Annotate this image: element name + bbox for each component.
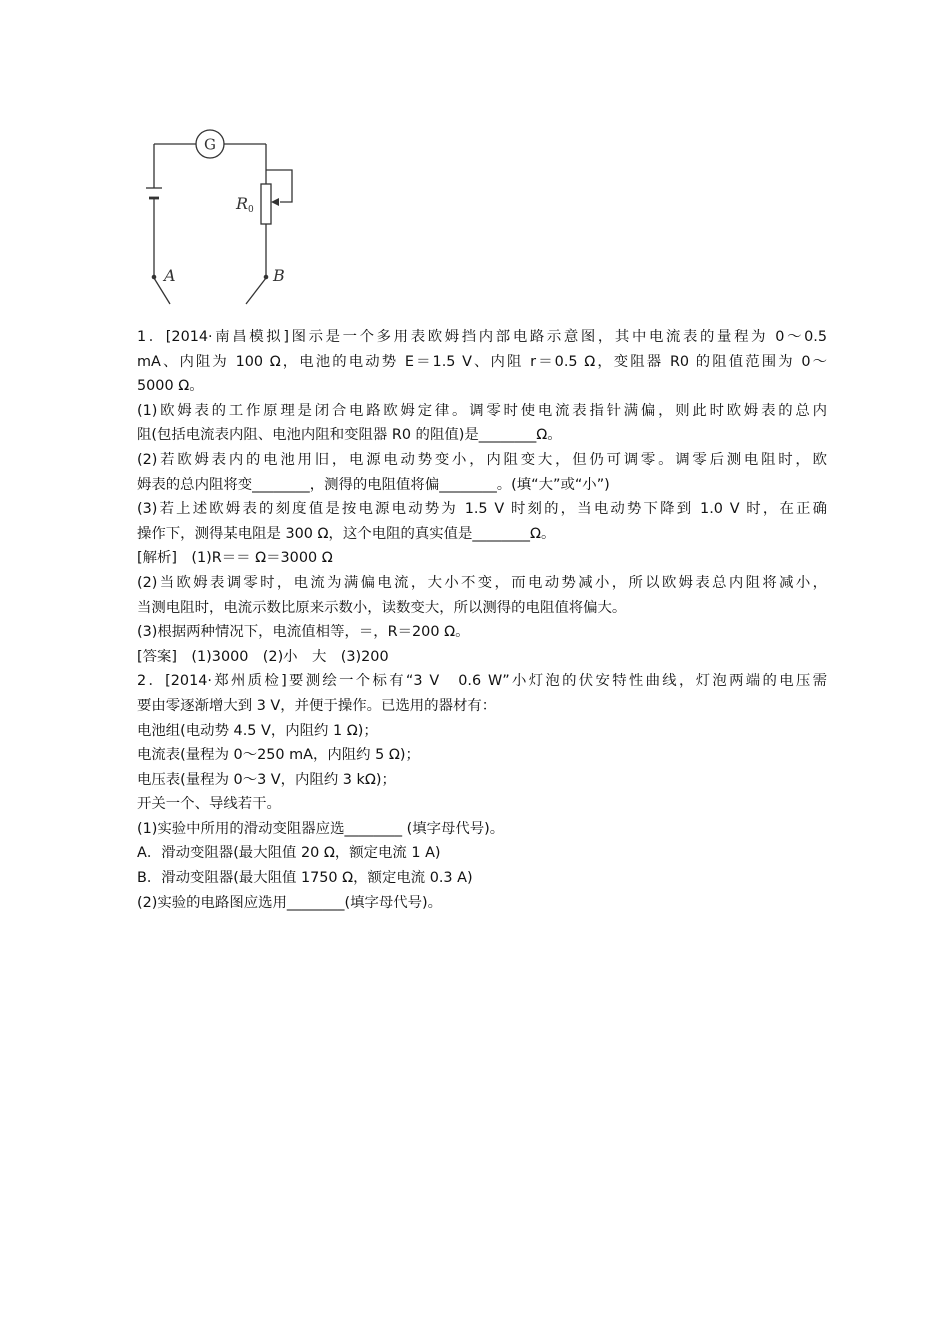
q2-text-line-2: 要由零逐渐增大到 3 V，并便于操作。已选用的器材有： <box>137 697 497 714</box>
galvanometer-label: G <box>204 135 216 154</box>
q1-analysis-2-line-2: 当测电阻时，电流示数比原来示数小，读数变大，所以测得的电阻值将偏大。 <box>137 599 627 616</box>
q2-equipment-ammeter: 电流表(量程为 0～250 mA，内阻约 5 Ω)； <box>137 747 420 764</box>
q1-analysis-1: [解析] (1)R＝＝ Ω＝3000 Ω <box>137 550 333 567</box>
resistor-r0 <box>261 184 271 224</box>
resistor-label: R0 <box>236 194 254 215</box>
q1-part3-line-2: 操作下，测得某电阻是 300 Ω，这个电阻的真实值是________Ω。 <box>137 525 556 542</box>
q2-part2: (2)实验的电路图应选用________(填字母代号)。 <box>137 894 443 911</box>
circuit-diagram <box>130 118 320 313</box>
q2-part1: (1)实验中所用的滑动变阻器应选________ (填字母代号)。 <box>137 820 505 837</box>
q2-option-b: B．滑动变阻器(最大阻值 1750 Ω，额定电流 0.3 A) <box>137 870 473 887</box>
document-body <box>137 325 827 915</box>
q2-option-a: A．滑动变阻器(最大阻值 20 Ω，额定电流 1 A) <box>137 845 441 862</box>
terminal-a-dot <box>152 275 157 280</box>
q1-part3-line-1: (3)若上述欧姆表的刻度值是按电源电动势为 1.5 V 时刻的，当电动势下降到 1.0 V 时，在正确 <box>137 501 827 518</box>
q2-equipment-voltmeter: 电压表(量程为 0～3 V，内阻约 3 kΩ)； <box>137 771 396 788</box>
terminal-b-dot <box>264 275 269 280</box>
q1-text-line-2: mA、内阻为 100 Ω，电池的电动势 E＝1.5 V、内阻 r＝0.5 Ω，变阻器 R0 的阻值范围为 0～ <box>137 353 827 370</box>
q1-part1-line-1: (1)欧姆表的工作原理是闭合电路欧姆定律。调零时使电流表指针满偏，则此时欧姆表的总内 <box>137 402 827 419</box>
q2-equipment-battery: 电池组(电动势 4.5 V，内阻约 1 Ω)； <box>137 722 378 739</box>
q1-text-line-1: 1．[2014·南昌模拟]图示是一个多用表欧姆挡内部电路示意图，其中电流表的量程为 0～0.5 <box>137 329 827 345</box>
q1-text-line-3: 5000 Ω。 <box>137 378 204 395</box>
q1-analysis-3: (3)根据两种情况下，电流值相等，＝，R＝200 Ω。 <box>137 624 470 641</box>
q2-text-line-1: 2．[2014·郑州质检]要测绘一个标有“3 V 0.6 W”小灯泡的伏安特性曲线，灯泡两端的电压需 <box>137 673 827 690</box>
probe-b-lead <box>246 278 266 304</box>
terminal-a-label: A <box>164 266 176 285</box>
q1-part1-line-2: 阻(包括电流表内阻、电池内阻和变阻器 R0 的阻值)是________Ω。 <box>137 427 562 444</box>
q1-analysis-2-line-1: (2)当欧姆表调零时，电流为满偏电流，大小不变，而电动势减小，所以欧姆表总内阻将减小， <box>137 574 827 591</box>
slider-arrow-icon <box>271 198 279 206</box>
terminal-b-label: B <box>273 266 285 285</box>
q1-answer: [答案] (1)3000 (2)小 大 (3)200 <box>137 648 389 665</box>
q2-equipment-switch: 开关一个、导线若干。 <box>137 796 281 813</box>
q1-part2-line-1: (2)若欧姆表内的电池用旧，电源电动势变小，内阻变大，但仍可调零。调零后测电阻时，欧 <box>137 451 827 468</box>
q1-part2-line-2: 姆表的总内阻将变________，测得的电阻值将偏________。(填“大”或“小”) <box>137 476 610 493</box>
